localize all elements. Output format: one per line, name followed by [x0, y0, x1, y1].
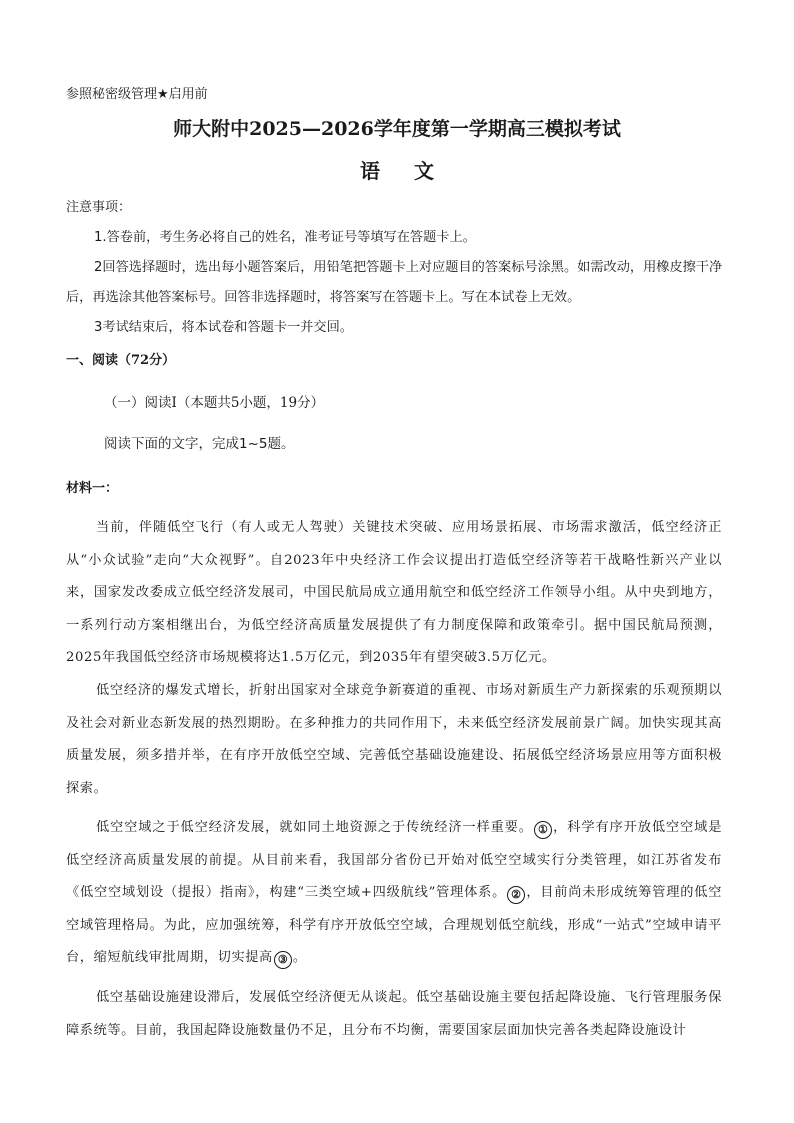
- confidential-label: 参照秘密级管理★启用前: [66, 87, 208, 102]
- note-item: 3考试结束后，将本试卷和答题卡一并交回。: [94, 320, 353, 335]
- note-item: 1.答卷前，考生务必将自己的姓名，准考证号等填写在答题卡上。: [94, 230, 476, 245]
- blank-marker: ③: [274, 951, 292, 969]
- paragraph-text: ，目前尚未形成统筹管理的低空空域管理格局。为此，应加强统筹，科学有序开放低空空域，合理规划低空航线，形成“一站式”空域申请平台，缩短航线审批周期，切实提高: [66, 885, 722, 965]
- blank-marker: ②: [507, 886, 525, 904]
- blank-marker: ①: [534, 821, 552, 839]
- section-heading: 一、阅读（72分）: [66, 353, 176, 368]
- paragraph-text: 。: [292, 950, 307, 965]
- notes-heading: 注意事项：: [66, 200, 132, 215]
- subject-title: 语文: [360, 159, 468, 183]
- paragraph-text: ，科学有序开放低空空域是低空经济高质量发展的前提。从目前来看，我国部分省份已开始对低空空域实行分类管理，如江苏省发布《低空空域划设（提报）指南》，构建“三类空域+四级航线”管理体系。: [66, 820, 722, 900]
- reading-instruction: 阅读下面的文字，完成1~5题。: [104, 436, 295, 452]
- passage-paragraph: 当前，伴随低空飞行（有人或无人驾驶）关键技术突破、应用场景拓展、市场需求激活，低空经济正从“小众试验”走向“大众视野”。自2023年中央经济工作会议提出打造低空经济等若干战略性新兴产业以来，国家发改委成立低空经济发展司，中国民航局成立通用航空和低空经济工作领导小组。从中央到地方，一系列行动方案相继出台，为低空经济高质量发展提供了有力制度保障和政策牵引。据中国民航局预测，2025年我国低空经济市场规模将达1.5万亿元，到2035年有望突破3.5万亿元。: [66, 520, 722, 665]
- subsection-heading: （一）阅读Ⅰ（本题共5小题，19分）: [104, 395, 325, 411]
- passage-paragraph: [66, 812, 722, 975]
- exam-title: 师大附中2025—2026学年度第一学期高三模拟考试: [173, 118, 621, 140]
- passage-paragraph: 低空基础设施建设滞后，发展低空经济便无从谈起。低空基础设施主要包括起降设施、飞行管理服务保障系统等。目前，我国起降设施数量仍不足，且分布不均衡，需要国家层面加快完善各类起降设施设计: [66, 990, 722, 1038]
- passage-paragraph: 低空经济的爆发式增长，折射出国家对全球竞争新赛道的重视、市场对新质生产力新探索的乐观预期以及社会对新业态新发展的热烈期盼。在多种推力的共同作用下，未来低空经济发展前景广阔。加快实现其高质量发展，须多措并举，在有序开放低空空域、完善低空基础设施建设、拓展低空经济场景应用等方面积极探索。: [66, 683, 722, 796]
- note-item: 2回答选择题时，选出每小题答案后，用铅笔把答题卡上对应题目的答案标号涂黑。如需改动，用橡皮擦干净后，再选涂其他答案标号。回答非选择题时，将答案写在答题卡上。写在本试卷上无效。: [66, 260, 723, 305]
- material-label: 材料一：: [66, 481, 119, 496]
- paragraph-text: 低空空域之于低空经济发展，就如同土地资源之于传统经济一样重要。: [96, 820, 533, 835]
